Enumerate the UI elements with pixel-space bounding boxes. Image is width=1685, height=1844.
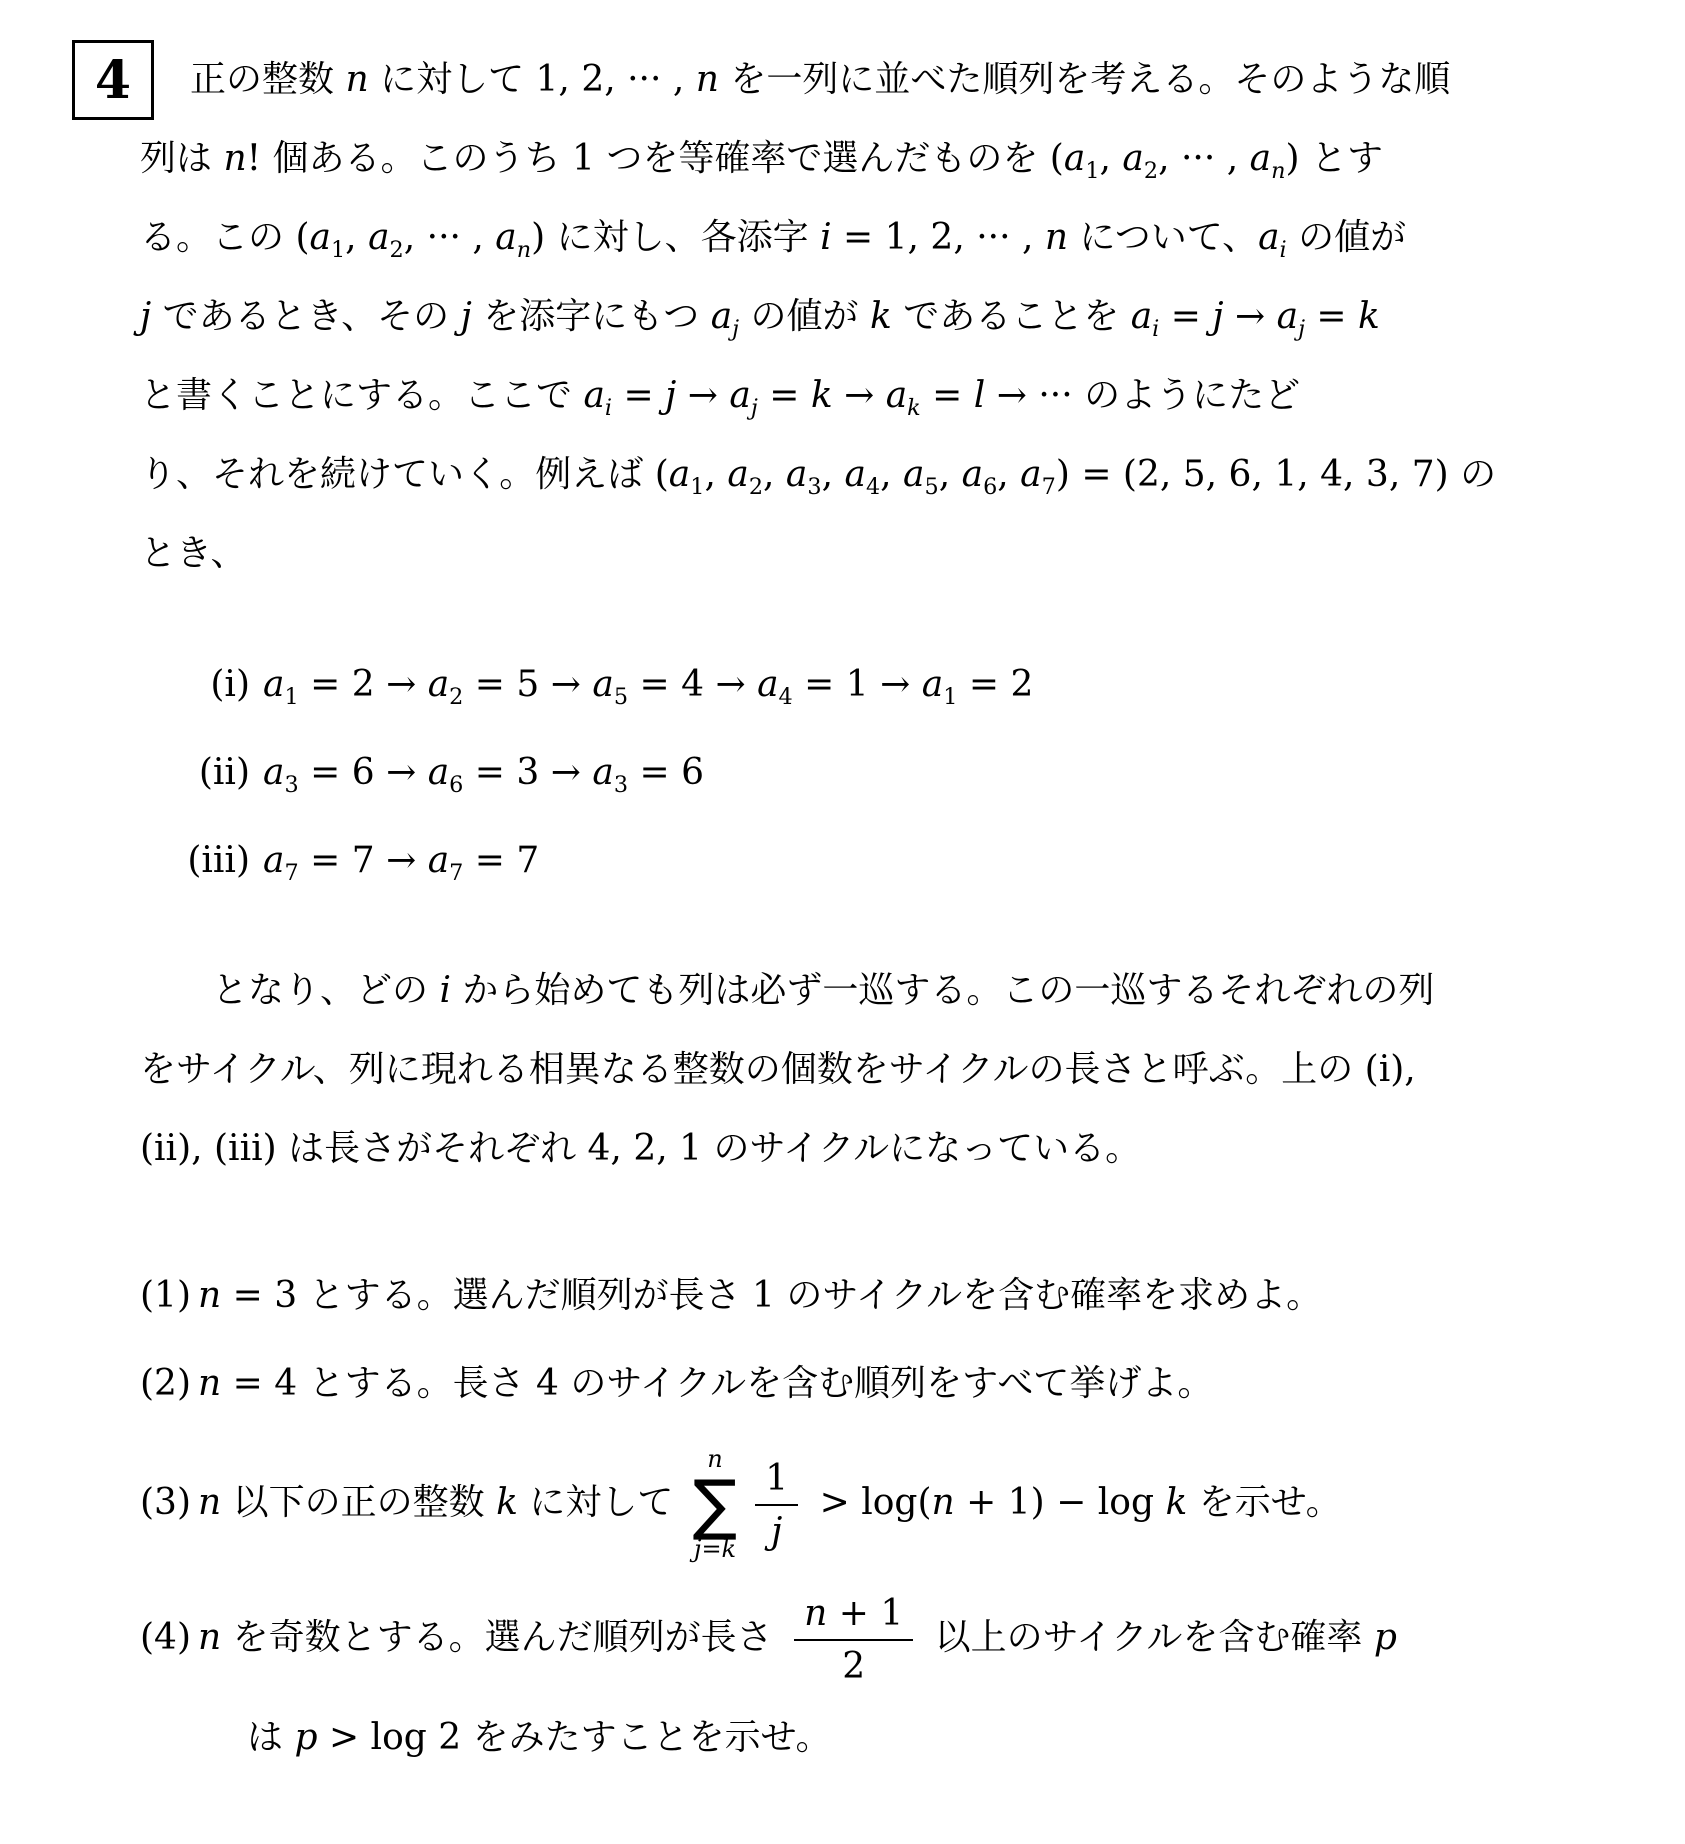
subscript: 1 <box>1085 158 1100 185</box>
example-formula <box>263 817 539 905</box>
math-upright-run: 1, 2, ··· , <box>535 59 696 100</box>
text-run: (ii), (iii) は長さがそれぞれ <box>140 1128 588 1169</box>
subscript: k <box>907 395 921 422</box>
fraction-denominator <box>755 1506 798 1552</box>
intro-paragraph <box>140 40 1625 593</box>
text-run: をサイクル、列に現れる相異なる整数の個数をサイクルの長さと呼ぶ。上の (i), <box>140 1049 1416 1090</box>
math-run <box>496 1482 518 1523</box>
math-variable: a <box>961 454 984 495</box>
math-upright-run: = 2 → <box>298 664 428 705</box>
math-upright-run: , <box>1099 138 1123 179</box>
math-variable: a <box>592 752 614 793</box>
subscript: 2 <box>1143 158 1159 185</box>
math-variable: a <box>263 752 285 793</box>
math-variable: a <box>1122 138 1144 179</box>
math-run <box>140 296 151 337</box>
math-variable: j <box>693 1535 702 1564</box>
text-line <box>140 1109 1625 1188</box>
math-upright-run: ) = (2, 5, 6, 1, 4, 3, 7) <box>1055 454 1449 495</box>
text-run: る。この <box>140 217 296 258</box>
math-upright-run: = <box>757 375 811 416</box>
fraction-denominator <box>794 1641 913 1687</box>
math-run <box>263 664 1034 711</box>
text-run: とする。長さ 4 のサイクルを含む順列をすべて挙げよ。 <box>297 1363 1214 1404</box>
text-run: であるとき、その <box>151 296 461 337</box>
math-upright-run: 1 <box>765 1457 789 1499</box>
text-run: であることを <box>891 296 1131 337</box>
math-variable: n <box>198 1275 222 1316</box>
question-label: (1) <box>140 1275 191 1316</box>
text-line <box>140 514 1625 593</box>
subscript: 3 <box>613 772 629 799</box>
math-run <box>295 217 546 264</box>
math-upright-run: , ··· , <box>403 217 496 258</box>
math-variable: a <box>263 664 285 705</box>
math-upright-run: ( <box>654 454 669 495</box>
example-item-ii <box>140 729 1625 817</box>
question-3 <box>140 1428 1625 1578</box>
math-run <box>263 752 705 799</box>
math-upright-run: , <box>880 454 904 495</box>
math-variable: a <box>1249 138 1272 179</box>
subscript: j <box>732 316 740 343</box>
math-variable: n <box>198 1617 222 1658</box>
fraction <box>794 1593 913 1688</box>
text-run: とき、 <box>140 533 247 574</box>
subscript: 1 <box>330 237 346 264</box>
summation-sigma: ∑ <box>692 1465 738 1543</box>
text-line <box>140 951 1625 1030</box>
math-upright-run: + 1 <box>827 1592 904 1634</box>
math-run <box>198 1275 297 1316</box>
subscript: 2 <box>748 474 764 501</box>
question-text <box>198 1252 1322 1340</box>
summation-lower-limit <box>693 1536 737 1564</box>
math-upright-run: = 6 <box>628 752 705 793</box>
text-run: 正の整数 <box>190 59 346 100</box>
text-run: に対し、各添字 <box>545 217 821 258</box>
math-variable: a <box>1276 296 1299 337</box>
math-upright-run: = <box>612 375 666 416</box>
question-label: (3) <box>140 1482 191 1523</box>
math-variable: l <box>973 375 986 416</box>
math-upright-run: = 3 → <box>463 752 593 793</box>
question-4 <box>140 1578 1625 1698</box>
math-run <box>198 1363 297 1404</box>
question-text <box>198 1428 1342 1578</box>
math-upright-run: → <box>832 375 886 416</box>
math-upright-run: = <box>1304 296 1359 337</box>
subscript: j <box>1298 316 1305 343</box>
math-variable: n <box>345 59 369 100</box>
question-text <box>198 1340 1213 1428</box>
text-run: から始めても列は必ず一巡する。この一巡するそれぞれの列 <box>450 970 1435 1011</box>
math-variable: a <box>710 296 733 337</box>
math-run <box>223 138 246 179</box>
fraction-numerator <box>755 1458 798 1506</box>
math-upright-run: > log 2 <box>317 1717 462 1758</box>
text-run: について、 <box>1068 217 1259 258</box>
math-variable: a <box>583 375 605 416</box>
math-variable: n <box>804 1592 828 1634</box>
text-run: 以上のサイクルを含む確率 <box>923 1617 1374 1658</box>
math-variable: k <box>869 296 892 337</box>
subscript: 5 <box>613 684 629 711</box>
math-variable: a <box>1130 296 1153 337</box>
math-upright-run: = 2 <box>957 664 1034 705</box>
math-variable: n <box>198 1363 222 1404</box>
text-run: と書くことにする。ここで <box>140 375 584 416</box>
text-run: の値が <box>1286 217 1407 258</box>
example-label: (iii) <box>187 840 250 881</box>
math-variable: j <box>665 375 677 416</box>
math-upright-run: = 4 → <box>628 664 758 705</box>
math-variable: a <box>263 840 285 881</box>
math-upright-run: → ··· <box>985 375 1073 416</box>
subscript: 3 <box>807 474 822 501</box>
math-variable: k <box>810 375 833 416</box>
math-run <box>1130 296 1380 343</box>
math-run <box>1049 138 1300 185</box>
definition-paragraph <box>140 951 1625 1188</box>
text-run: を一列に並べた順列を考える。そのような順 <box>718 59 1451 100</box>
math-run <box>808 1482 1187 1523</box>
math-variable: a <box>903 454 925 495</box>
text-run: 列は <box>140 138 224 179</box>
text-run: の <box>1448 454 1497 495</box>
math-upright-run: , <box>997 454 1021 495</box>
math-variable: n <box>1044 217 1069 258</box>
math-upright-run: ) <box>1285 138 1300 179</box>
example-item-iii <box>140 817 1625 905</box>
question-list <box>140 1252 1625 1778</box>
text-run: に対して <box>368 59 536 100</box>
text-run: とす <box>1299 138 1383 179</box>
math-upright-run: = 5 → <box>463 664 593 705</box>
subscript: 5 <box>924 474 939 501</box>
math-variable: a <box>309 217 331 258</box>
math-variable: a <box>495 217 517 258</box>
math-variable: a <box>427 664 450 705</box>
math-variable: a <box>427 752 450 793</box>
subscript: 4 <box>865 474 881 501</box>
math-variable: p <box>1373 1617 1397 1658</box>
text-run: ! 個ある。このうち 1 つを等確率で選んだものを <box>246 138 1050 179</box>
subscript: n <box>516 237 532 264</box>
example-item-i <box>140 641 1625 729</box>
math-variable: a <box>592 664 614 705</box>
math-upright-run: = <box>701 1535 722 1564</box>
math-variable: a <box>668 454 691 495</box>
math-upright-run: = 7 <box>463 840 540 881</box>
math-variable: a <box>729 375 751 416</box>
subscript: 1 <box>690 474 705 501</box>
subscript: 3 <box>284 772 299 799</box>
subscript: i <box>604 395 613 422</box>
question-text <box>198 1578 1397 1698</box>
math-upright-run: > log( <box>808 1482 932 1523</box>
math-upright-run: = <box>920 375 974 416</box>
subscript: j <box>750 395 758 422</box>
math-run <box>870 296 892 337</box>
math-variable: j <box>140 296 152 337</box>
math-variable: n <box>695 59 719 100</box>
text-line <box>140 40 1625 119</box>
math-run <box>263 840 540 887</box>
math-variable: a <box>885 375 908 416</box>
math-upright-run: 4, 2, 1 <box>587 1128 703 1169</box>
math-run <box>1374 1617 1397 1658</box>
text-run: を奇数とする。選んだ順列が長さ <box>221 1617 785 1658</box>
math-variable: k <box>1358 296 1380 337</box>
text-run: は <box>247 1717 295 1758</box>
math-run <box>345 59 368 100</box>
math-run <box>198 1482 221 1523</box>
math-run <box>198 1617 221 1658</box>
subscript: 2 <box>449 684 464 711</box>
math-variable: i <box>439 970 451 1011</box>
text-run: り、それを続けていく。例えば <box>140 454 655 495</box>
math-variable: p <box>294 1717 318 1758</box>
subscript: 4 <box>778 684 793 711</box>
question-4-continuation <box>247 1698 1625 1778</box>
math-upright-run: → <box>676 375 730 416</box>
math-upright-run: , ··· , <box>1158 138 1250 179</box>
math-run <box>583 375 1073 422</box>
math-run <box>1258 217 1287 264</box>
subscript: 6 <box>983 474 998 501</box>
math-upright-run: , <box>938 454 962 495</box>
question-2 <box>140 1340 1625 1428</box>
example-formula <box>263 729 704 817</box>
math-variable: a <box>368 217 390 258</box>
text-run: となり、どの <box>212 970 440 1011</box>
example-label: (ii) <box>198 752 250 793</box>
math-variable: j <box>1212 296 1224 337</box>
math-upright-run: , <box>821 454 845 495</box>
math-run <box>461 296 472 337</box>
math-variable: a <box>757 664 779 705</box>
text-run: 以下の正の整数 <box>221 1482 497 1523</box>
math-upright-run: = 4 <box>221 1363 298 1404</box>
question-label: (2) <box>140 1363 191 1404</box>
math-upright-run: = 3 <box>221 1275 298 1316</box>
subscript: 7 <box>449 860 464 887</box>
math-upright-run: = 1, 2, ··· , <box>831 217 1045 258</box>
text-run: を示せ。 <box>1187 1482 1342 1523</box>
cycle-examples-list <box>140 641 1625 905</box>
math-upright-run: = 7 → <box>298 840 428 881</box>
math-variable: n <box>223 138 247 179</box>
math-variable: a <box>1063 138 1086 179</box>
example-formula <box>263 641 1033 729</box>
text-run: のサイクルになっている。 <box>702 1128 1142 1169</box>
fraction <box>755 1458 798 1553</box>
question-label: (4) <box>140 1617 191 1658</box>
text-run: をみたすことを示せ。 <box>461 1717 832 1758</box>
math-variable: j <box>771 1511 783 1552</box>
math-variable: a <box>727 454 749 495</box>
text-line <box>140 198 1625 277</box>
math-upright-run: = <box>1159 296 1213 337</box>
math-upright-run: ( <box>295 217 310 258</box>
subscript: i <box>1279 237 1287 264</box>
math-run <box>588 1128 703 1169</box>
subscript: 6 <box>449 772 464 799</box>
question-1 <box>140 1252 1625 1340</box>
math-variable: j <box>460 296 472 337</box>
math-variable: k <box>1165 1482 1188 1523</box>
math-variable: a <box>844 454 866 495</box>
math-variable: a <box>921 664 944 705</box>
text-line <box>140 356 1625 435</box>
math-upright-run: 2 <box>842 1646 866 1687</box>
text-run: とする。選んだ順列が長さ 1 のサイクルを含む確率を求めよ。 <box>297 1275 1323 1316</box>
math-upright-run: ) <box>531 217 546 258</box>
math-variable: a <box>1258 217 1280 258</box>
math-upright-run: = 1 → <box>792 664 922 705</box>
subscript: 1 <box>943 684 958 711</box>
summation <box>693 1446 737 1564</box>
text-run: に対して <box>517 1482 685 1523</box>
math-upright-run: = 6 → <box>298 752 428 793</box>
math-variable: i <box>820 217 832 258</box>
example-label: (i) <box>210 664 250 705</box>
text-line <box>140 119 1625 198</box>
problem-number-box <box>72 40 154 120</box>
math-run <box>654 454 1449 501</box>
math-variable: n <box>931 1482 955 1523</box>
text-run: のようにたど <box>1072 375 1301 416</box>
math-run <box>439 970 451 1011</box>
text-run: の値が <box>739 296 870 337</box>
math-variable: a <box>785 454 808 495</box>
subscript: 7 <box>1041 474 1056 501</box>
fraction-numerator <box>794 1593 913 1641</box>
text-line <box>140 277 1625 356</box>
math-upright-run: , <box>704 454 728 495</box>
math-variable: n <box>707 1445 723 1474</box>
math-upright-run: → <box>1223 296 1277 337</box>
text-run: を添字にもつ <box>471 296 711 337</box>
subscript: i <box>1152 316 1160 343</box>
subscript: 7 <box>284 860 299 887</box>
math-upright-run: , <box>763 454 786 495</box>
subscript: 1 <box>284 684 299 711</box>
math-run <box>820 217 1068 258</box>
math-variable: a <box>1020 454 1042 495</box>
problem-number: 4 <box>94 49 132 111</box>
math-upright-run: ( <box>1049 138 1064 179</box>
math-variable: k <box>721 1535 737 1564</box>
math-upright-run: + 1) − log <box>954 1482 1166 1523</box>
math-run <box>294 1717 461 1758</box>
text-line <box>140 435 1625 514</box>
subscript: n <box>1271 158 1286 185</box>
text-line <box>140 1030 1625 1109</box>
math-variable: n <box>198 1482 222 1523</box>
math-run <box>536 59 719 100</box>
math-run <box>710 296 740 343</box>
math-variable: a <box>427 840 450 881</box>
subscript: 2 <box>389 237 404 264</box>
math-upright-run: , <box>345 217 369 258</box>
math-variable: k <box>496 1482 518 1523</box>
